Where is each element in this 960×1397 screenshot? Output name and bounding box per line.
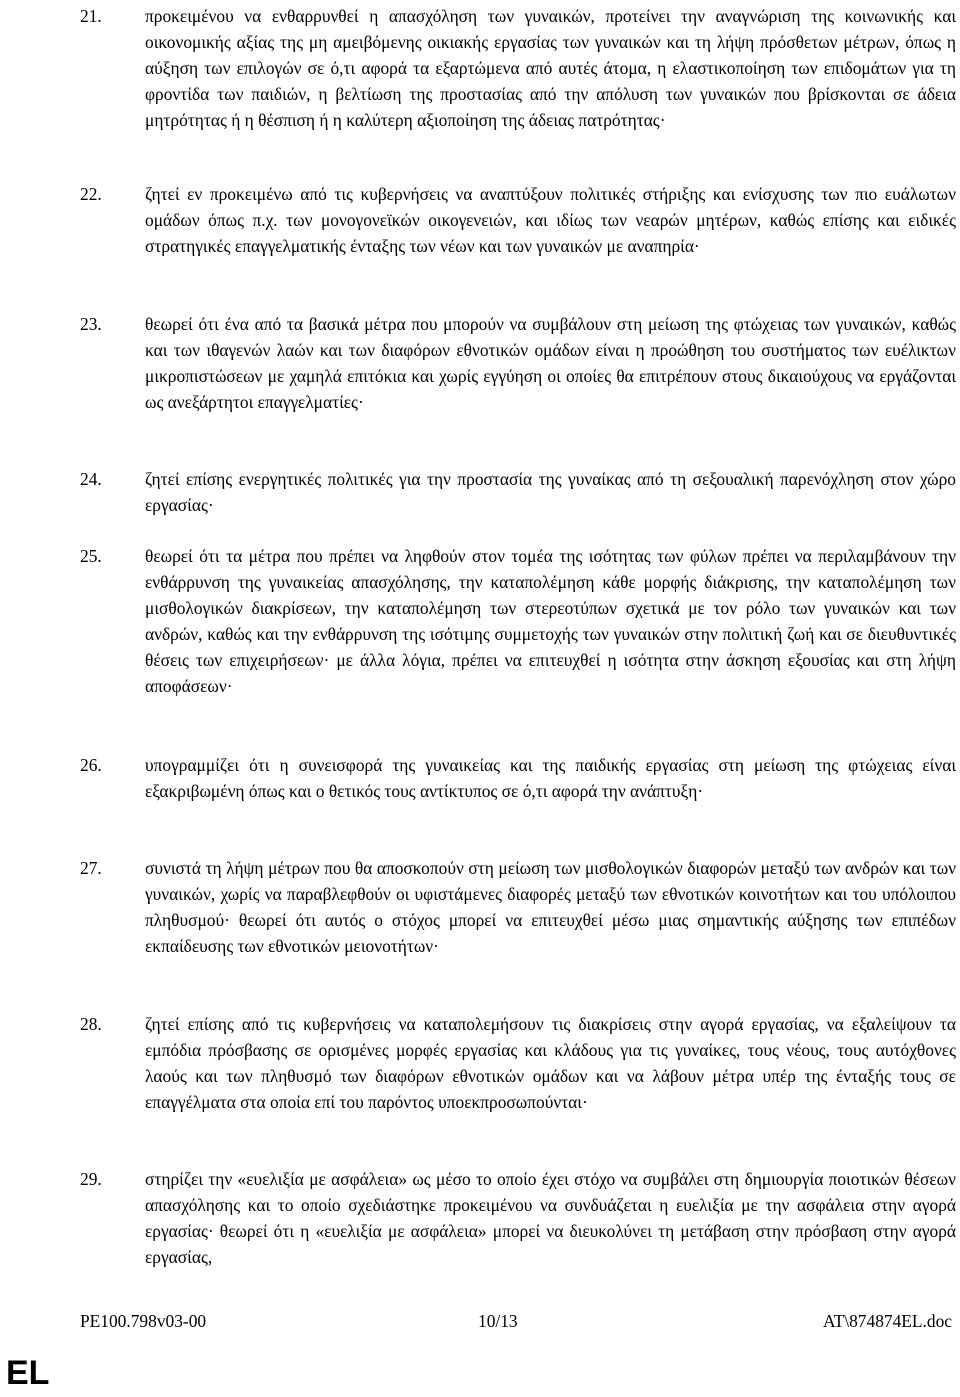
language-code: EL: [6, 1354, 50, 1392]
document-reference: PE100.798v03-00: [80, 1311, 207, 1331]
paragraph-28: [80, 1011, 956, 1115]
paragraph-number: 28.: [80, 1014, 102, 1034]
paragraph-number: 29.: [80, 1169, 102, 1189]
paragraph-text: υπογραμμίζει ότι η συνεισφορά της γυναικείας και της παιδικής εργασίας στη μείωση της φτώχειας είναι εξακριβωμένη όπως και ο θετικός τους αντίκτυπος σε ό,τι αφορά την ανάπτυξη·: [145, 755, 956, 802]
paragraph-number: 25.: [80, 546, 102, 566]
paragraph-text: ζητεί εν προκειμένω από τις κυβερνήσεις να αναπτύξουν πολιτικές στήριξης και ενίσχυσης των πιο ευάλωτων ομάδων όπως π.χ. των μονογονεϊκών οικογενειών, και ιδίως των νεαρών μητέρων, καθώς επίσης και ειδικές στρατηγικές επαγγελματικής ένταξης των νέων και των γυναικών με αναπηρία·: [145, 184, 956, 257]
paragraph-text: προκειμένου να ενθαρρυνθεί η απασχόληση των γυναικών, προτείνει την αναγνώριση της κοινωνικής και οικονομικής αξίας της μη αμειβόμενης οικιακής εργασίας των γυναικών και τη λήψη πρόσθετων μέτρων, όπως η αύξηση των επιλογών σε ό,τι αφορά τα εξαρτώμενα από αυτές άτομα, η ελαστικοποίηση των επιδομάτων για τη φροντίδα των παιδιών, η βελτίωση της προστασίας από την απόλυση των γυναικών που βρίσκονται σε άδεια μητρότητας ή η θέσπιση ή η καλύτερη αξιοποίηση της άδειας πατρότητας·: [145, 6, 956, 131]
paragraph-text: ζητεί επίσης από τις κυβερνήσεις να καταπολεμήσουν τις διακρίσεις στην αγορά εργασίας, να εξαλείψουν τα εμπόδια πρόσβασης σε ορισμένες μορφές εργασίας και κλάδους για τις γυναίκες, τους νέους, τους αυτόχθονες λαούς και των πληθυσμό των διαφόρων εθνοτικών ομάδων και να λάβουν μέτρα υπέρ της ένταξής τους σε επαγγέλματα στα οποία επί του παρόντος υποεκπροσωπούνται·: [145, 1014, 956, 1113]
paragraph-29: [80, 1166, 956, 1270]
paragraph-23: [80, 311, 956, 415]
paragraph-21: [80, 3, 956, 133]
file-name: AT\874874EL.doc: [823, 1311, 952, 1331]
paragraph-22: [80, 181, 956, 259]
paragraph-text: στηρίζει την «ευελιξία με ασφάλεια» ως μέσο το οποίο έχει στόχο να συμβάλει στη δημιουργία ποιοτικών θέσεων απασχόλησης και το οποίο σχεδιάστηκε προκειμένου να συνδυάζεται η ευελιξία με την ασφάλεια στην αγορά εργασίας· θεωρεί ότι η «ευελιξία με ασφάλεια» μπορεί να διευκολύνει τη μετάβαση στην πρόσβαση στην αγορά εργασίας,: [145, 1169, 956, 1268]
page-footer: [80, 1308, 956, 1334]
paragraph-25: [80, 543, 956, 700]
paragraph-number: 23.: [80, 314, 102, 334]
paragraph-24: [80, 466, 956, 518]
page-number: 10/13: [478, 1311, 518, 1331]
paragraph-number: 27.: [80, 858, 102, 878]
paragraph-number: 21.: [80, 6, 102, 26]
paragraph-number: 26.: [80, 755, 102, 775]
paragraph-number: 22.: [80, 184, 102, 204]
paragraph-27: [80, 855, 956, 959]
paragraph-text: θεωρεί ότι ένα από τα βασικά μέτρα που μπορούν να συμβάλουν στη μείωση της φτώχειας των γυναικών, καθώς και των ιθαγενών λαών και των διαφόρων εθνοτικών ομάδων είναι η προώθηση του συστήματος των ευέλικτων μικροπιστώσεων με χαμηλά επιτόκια και χωρίς εγγύηση οι οποίες θα επιτρέπουν στους δικαιούχους να εργάζονται ως ανεξάρτητοι επαγγελματίες·: [145, 314, 956, 413]
paragraph-text: συνιστά τη λήψη μέτρων που θα αποσκοπούν στη μείωση των μισθολογικών διαφορών μεταξύ των ανδρών και των γυναικών, χωρίς να παραβλεφθούν οι υφιστάμενες διαφορές μεταξύ των εθνοτικών κοινοτήτων και του υπόλοιπου πληθυσμού· θεωρεί ότι αυτός ο στόχος μπορεί να επιτευχθεί μέσω μιας σημαντικής αύξησης των επιπέδων εκπαίδευσης των εθνοτικών μειονοτήτων·: [145, 858, 956, 957]
paragraph-number: 24.: [80, 469, 102, 489]
paragraph-26: [80, 752, 956, 804]
paragraph-text: θεωρεί ότι τα μέτρα που πρέπει να ληφθούν στον τομέα της ισότητας των φύλων πρέπει να περιλαμβάνουν την ενθάρρυνση της γυναικείας απασχόλησης, την καταπολέμηση κάθε μορφής διάκρισης, την καταπολέμηση των μισθολογικών διακρίσεων, την καταπολέμηση των στερεοτύπων σχετικά με τον ρόλο των γυναικών και των ανδρών, καθώς και την ενθάρρυνση της ισότιμης συμμετοχής των γυναικών στην πολιτική ζωή και σε διευθυντικές θέσεις των επιχειρήσεων· με άλλα λόγια, πρέπει να επιτευχθεί η ισότητα στην άσκηση εξουσίας και στη λήψη αποφάσεων·: [145, 546, 956, 697]
paragraph-text: ζητεί επίσης ενεργητικές πολιτικές για την προστασία της γυναίκας από τη σεξουαλική παρενόχληση στον χώρο εργασίας·: [145, 469, 956, 516]
